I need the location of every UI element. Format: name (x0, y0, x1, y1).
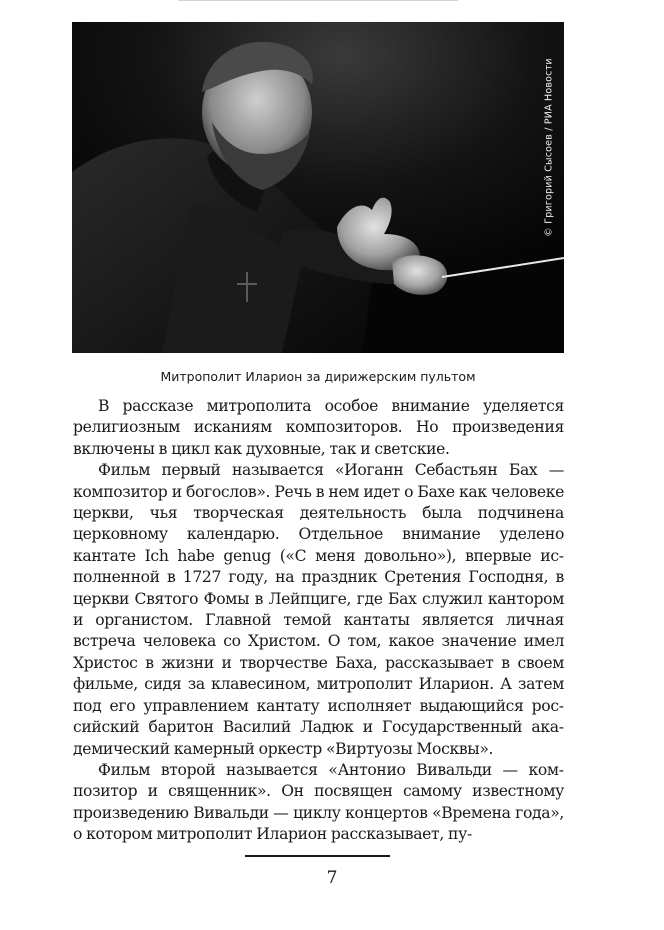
paragraph: Фильм второй называется «Антонио Вивальди — композитор и священник». Он посвящен самому известному произведению Вивальди — циклу концертов «Времена года», о котором митрополит Иларион рассказывает, пу- (73, 760, 564, 844)
footer-divider (245, 855, 390, 857)
paragraph: Фильм первый называется «Иоганн Себастьян Бах — композитор и богослов». Речь в нем идет о Бахе как человеке церкви, чья творческая деятельность была подчинена церковному календарю. Отдельное внимание уделено кантате Ich habe genug («С меня довольно»), впервые исполненной в 1727 году, на праздник Сретения Господня, в церкви Святого Фомы в Лейпциге, где Бах служил кантором и органистом. Главной темой кантаты является личная встреча человека со Христом. О том, какое значение имел Христос в жизни и творчестве Баха, рассказывает в своем фильме, сидя за клавесином, митрополит Иларион. А затем под его управлением кантату исполняет выдающийся российский баритон Василий Ладюк и Государственный академический камерный оркестр «Виртуозы Москвы». (73, 461, 564, 758)
photo-caption: Митрополит Иларион за дирижерским пультом (160, 369, 476, 384)
photo-credit: © Григорий Сысоев / РИА Новости (543, 57, 555, 237)
conductor-photo (72, 22, 564, 353)
page-number: 7 (326, 868, 338, 888)
paragraph: В рассказе митрополита особое внимание уделяется религиозным исканиям композиторов. Но произведения включены в цикл как духовные, так и светские. (73, 397, 564, 458)
top-divider (178, 0, 458, 1)
article-body (73, 396, 564, 846)
